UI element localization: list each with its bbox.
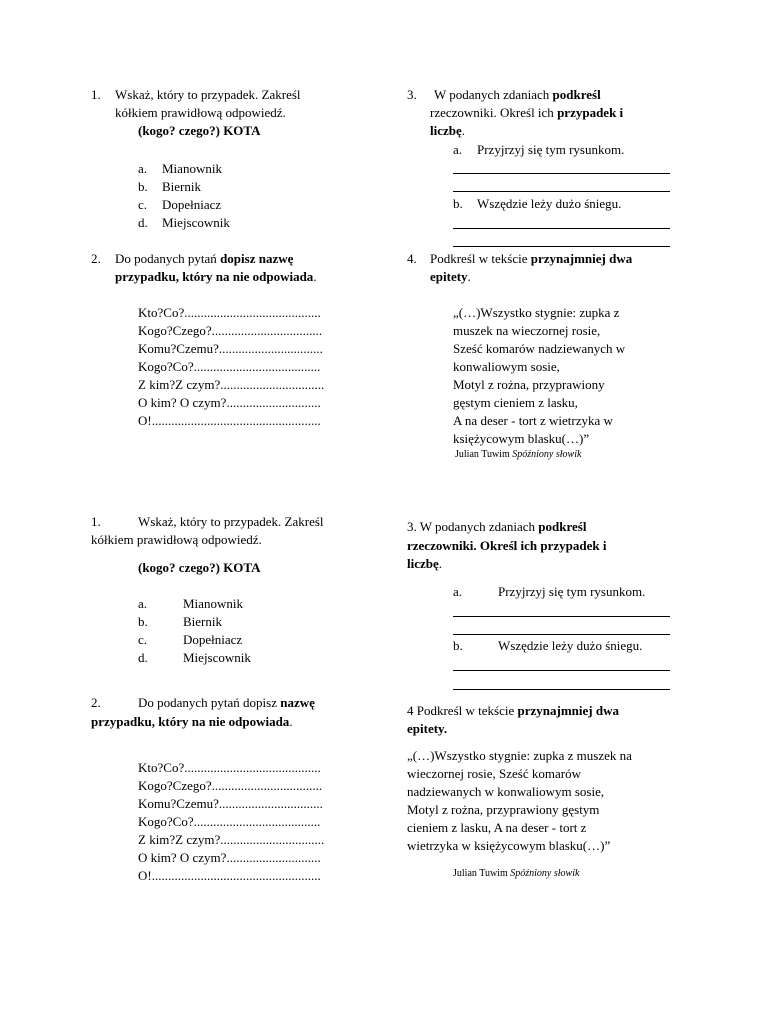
q3-a-letter: a. — [453, 142, 463, 157]
q1-options — [138, 595, 251, 667]
q1-option-c[interactable]: c. Dopełniacz — [138, 632, 243, 647]
poem-line: nadziewanych w konwaliowym sosie, — [407, 784, 605, 799]
poem-line: konwaliowym sosie, — [453, 359, 560, 374]
q3-b-text: Wszędzie leży dużo śniegu. — [477, 196, 622, 211]
q2-row[interactable]: Z kim?Z czym?................................ — [138, 832, 325, 847]
q1-options — [138, 160, 230, 232]
poem-line: gęstym cieniem z lasku, — [453, 395, 578, 410]
poem — [453, 304, 625, 448]
answer-line[interactable] — [453, 634, 670, 635]
q4-text-line1: 4 Podkreśl w tekście przynajmniej dwa — [407, 703, 619, 718]
q2-rows — [138, 304, 324, 430]
q2-row[interactable]: O kim? O czym?............................. — [138, 395, 321, 410]
q1-number: 1. — [91, 514, 101, 529]
q3-text-line3: liczbę. — [407, 556, 443, 571]
q1-option-b[interactable]: b. Biernik — [138, 614, 222, 629]
answer-line[interactable] — [453, 670, 670, 671]
answer-line[interactable] — [453, 689, 670, 690]
poem — [407, 747, 632, 855]
q1-number: 1. — [91, 87, 101, 102]
q2-text-line1: Do podanych pytań dopisz nazwę — [138, 695, 315, 710]
q2-text-line2: przypadku, który na nie odpowiada. — [91, 714, 293, 729]
q3-text-line3: liczbę. — [430, 123, 466, 138]
q3-text-line2: rzeczowniki. Określ ich przypadek i — [407, 538, 607, 553]
q3-text-line1: W podanych zdaniach podkreśl — [434, 87, 601, 102]
q4-text-line2: epitety. — [430, 269, 471, 284]
q1-text-line1: Wskaż, który to przypadek. Zakreśl — [138, 514, 324, 529]
poem-line: księżycowym blasku(…)” — [453, 431, 590, 446]
q1-prompt: (kogo? czego?) KOTA — [138, 560, 261, 575]
q1-option-c[interactable]: c. Dopełniacz — [138, 197, 222, 212]
q2-row[interactable]: Kogo?Co?....................................... — [138, 814, 321, 829]
q2-row[interactable]: Komu?Czemu?................................ — [138, 341, 323, 356]
q2-row[interactable]: Komu?Czemu?................................ — [138, 796, 323, 811]
poem-line: Sześć komarów nadziewanych w — [453, 341, 626, 356]
q1-option-d[interactable]: d. Miejscownik — [138, 650, 251, 665]
q1-option-d[interactable]: d. Miejscownik — [138, 215, 230, 230]
q4-text-line1: Podkreśl w tekście przynajmniej dwa — [430, 251, 633, 266]
q1-text-line2: kółkiem prawidłową odpowiedź. — [91, 532, 262, 547]
poem-line: Motyl z rożna, przyprawiony gęstym — [407, 802, 600, 817]
q2-row[interactable]: Z kim?Z czym?................................ — [138, 377, 325, 392]
poem-attribution: Julian Tuwim Spóźniony słowik — [455, 449, 582, 460]
answer-line[interactable] — [453, 173, 670, 174]
q3-b-letter: b. — [453, 196, 463, 211]
poem-line: wietrzyka w księżycowym blasku(…)” — [407, 838, 611, 853]
q1-text-line2: kółkiem prawidłową odpowiedź. — [115, 105, 286, 120]
answer-line[interactable] — [453, 228, 670, 229]
q2-row[interactable]: Kogo?Czego?.................................. — [138, 323, 323, 338]
poem-line: muszek na wieczornej rosie, — [453, 323, 601, 338]
poem-line: Motyl z rożna, przyprawiony — [453, 377, 605, 392]
poem-line: „(…)Wszystko stygnie: zupka z muszek na — [407, 748, 632, 763]
q2-text-line2: przypadku, który na nie odpowiada. — [115, 269, 317, 284]
q2-row[interactable]: O!.................................................... — [138, 868, 321, 883]
q2-row[interactable]: O kim? O czym?............................. — [138, 850, 321, 865]
q2-rows — [138, 759, 324, 885]
poem-attribution: Julian Tuwim Spóźniony słowik — [453, 868, 580, 879]
q2-row[interactable]: O!.................................................... — [138, 413, 321, 428]
q3-a-letter: a. — [453, 584, 463, 599]
q2-row[interactable]: Kto?Co?.......................................... — [138, 305, 321, 320]
q3-b-text: Wszędzie leży dużo śniegu. — [498, 638, 643, 653]
q3-b-letter: b. — [453, 638, 463, 653]
q1-text-line1: Wskaż, który to przypadek. Zakreśl — [115, 87, 301, 102]
q2-row[interactable]: Kogo?Co?....................................... — [138, 359, 321, 374]
poem-line: „(…)Wszystko stygnie: zupka z — [453, 305, 620, 320]
q3-number: 3. — [407, 87, 417, 102]
q4-text-line2: epitety. — [407, 721, 448, 736]
q4-number: 4. — [407, 251, 417, 266]
poem-line: A na deser - tort z wietrzyka w — [453, 413, 613, 428]
q3-text-line2: rzeczowniki. Określ ich przypadek i — [430, 105, 624, 120]
q3-a-text: Przyjrzyj się tym rysunkom. — [498, 584, 646, 599]
q1-option-a[interactable]: a. Mianownik — [138, 161, 222, 176]
q2-number: 2. — [91, 251, 101, 266]
q2-row[interactable]: Kto?Co?.......................................... — [138, 760, 321, 775]
poem-line: wieczornej rosie, Sześć komarów — [407, 766, 581, 781]
q1-option-a[interactable]: a. Mianownik — [138, 596, 243, 611]
q3-text-line1: 3. W podanych zdaniach podkreśl — [407, 519, 587, 534]
q2-text-line1: Do podanych pytań dopisz nazwę — [115, 251, 294, 266]
answer-line[interactable] — [453, 616, 670, 617]
q1-prompt: (kogo? czego?) KOTA — [138, 123, 261, 138]
q2-number: 2. — [91, 695, 101, 710]
answer-line[interactable] — [453, 191, 670, 192]
q2-row[interactable]: Kogo?Czego?.................................. — [138, 778, 323, 793]
poem-line: cieniem z lasku, A na deser - tort z — [407, 820, 587, 835]
q1-option-b[interactable]: b. Biernik — [138, 179, 201, 194]
answer-line[interactable] — [453, 246, 670, 247]
q3-a-text: Przyjrzyj się tym rysunkom. — [477, 142, 625, 157]
